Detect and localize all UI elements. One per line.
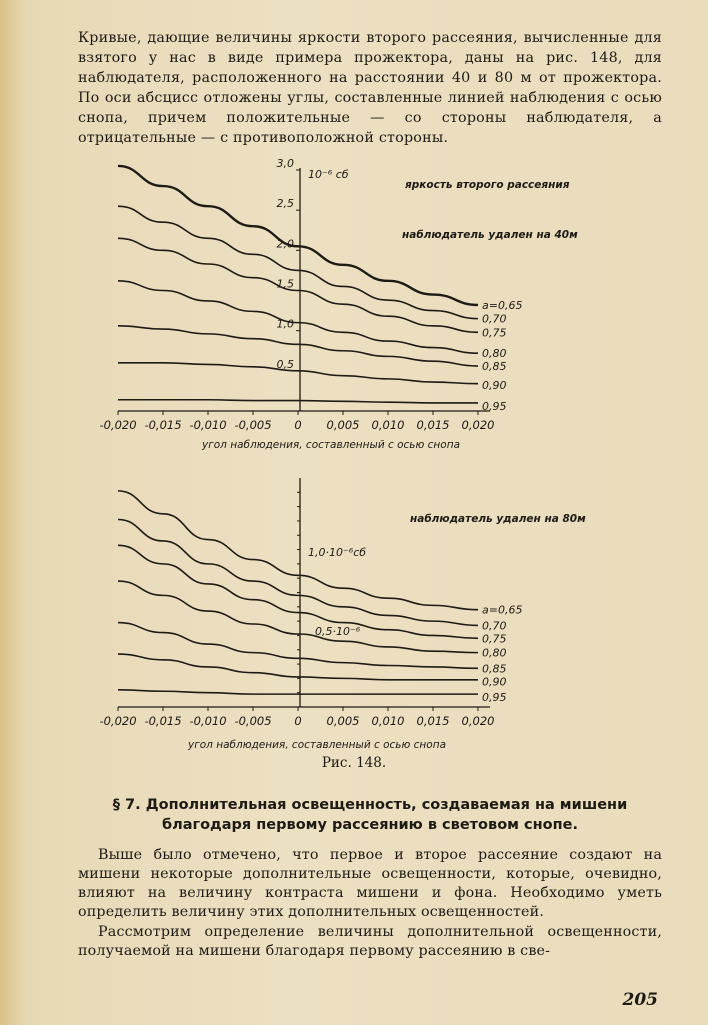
curve-series-7 bbox=[118, 690, 478, 694]
y-tick-label: 2,0 bbox=[276, 237, 294, 251]
series-label: 0,95 bbox=[482, 399, 507, 413]
curve-series-5 bbox=[118, 623, 478, 669]
x-tick-label: -0,020 bbox=[99, 714, 137, 728]
series-label: 0,85 bbox=[482, 360, 507, 374]
x-tick-label: -0,005 bbox=[234, 418, 272, 432]
series-label: 0,75 bbox=[482, 326, 507, 340]
series-label: 0,80 bbox=[482, 347, 507, 361]
chart-subtitle: наблюдатель удален на 80м bbox=[410, 513, 586, 525]
y-axis-unit-label: 10⁻⁶ сб bbox=[308, 168, 349, 181]
series-label: 0,90 bbox=[482, 675, 507, 689]
chart-observer-80m bbox=[99, 478, 586, 751]
x-tick-label: -0,015 bbox=[144, 714, 182, 728]
body-paragraph-1: Выше было отмечено, что первое и второе рассеяние создают на мишени некоторые дополнительные освещенности, которые, очевидно, влияют на величину контраста мишени и фона. Необходимо уметь определить величину этих дополнительных освещенностей. bbox=[78, 847, 662, 920]
curve-series-3 bbox=[118, 238, 478, 332]
figure-caption: Рис. 148. bbox=[321, 755, 387, 771]
chart-title: яркость второго рассеяния bbox=[405, 179, 570, 191]
chart-observer-40m bbox=[99, 157, 578, 451]
series-label: 0,75 bbox=[482, 632, 507, 646]
x-tick-label: 0,010 bbox=[371, 418, 405, 432]
curve-series-5 bbox=[118, 326, 478, 366]
intro-paragraph: Кривые, дающие величины яркости второго рассеяния, вычисленные для взятого у нас в виде примера прожектора, даны на рис. 148, для наблюдателя, расположенного на расстоянии 40 и 80 м от прожектора. По оси абсцисс отложены углы, составленные линией наблюдения с осью снопа, причем положительные — со стороны наблюдателя, а отрицательные — с противоположной стороны. bbox=[78, 30, 662, 146]
curve-series-3 bbox=[118, 545, 478, 638]
x-tick-label: -0,010 bbox=[189, 418, 227, 432]
x-axis-label: угол наблюдения, составленный с осью снопа bbox=[202, 439, 461, 451]
series-label: 0,70 bbox=[482, 312, 507, 326]
page-number: 205 bbox=[622, 990, 658, 1010]
series-label: a=0,65 bbox=[482, 298, 523, 312]
y-tick-label: 1,5 bbox=[276, 277, 294, 291]
x-tick-label: -0,015 bbox=[144, 418, 182, 432]
x-tick-label: 0,010 bbox=[371, 714, 405, 728]
curve-series-4 bbox=[118, 281, 478, 353]
curve-series-7 bbox=[118, 400, 478, 403]
y-annotation-2: 0,5·10⁻⁶ bbox=[315, 625, 361, 638]
x-tick-label: 0,005 bbox=[326, 714, 360, 728]
curve-series-1 bbox=[118, 491, 478, 610]
x-tick-label: 0,020 bbox=[461, 714, 495, 728]
x-tick-label: -0,010 bbox=[189, 714, 227, 728]
series-label: 0,80 bbox=[482, 646, 507, 660]
y-tick-label: 2,5 bbox=[276, 197, 294, 211]
x-tick-label: -0,020 bbox=[99, 418, 137, 432]
section-heading: § 7. Дополнительная освещенность, создаваемая на мишени благодаря первому рассеянию в световом снопе. bbox=[112, 797, 628, 833]
curve-series-4 bbox=[118, 581, 478, 653]
x-tick-label: 0 bbox=[294, 418, 302, 432]
curve-series-2 bbox=[118, 206, 478, 318]
x-tick-label: 0,015 bbox=[416, 714, 450, 728]
x-axis-label: угол наблюдения, составленный с осью снопа bbox=[188, 739, 447, 751]
x-tick-label: -0,005 bbox=[234, 714, 272, 728]
chart-subtitle: наблюдатель удален на 40м bbox=[402, 229, 578, 241]
x-tick-label: 0,020 bbox=[461, 418, 495, 432]
series-label: 0,70 bbox=[482, 619, 507, 633]
curve-series-6 bbox=[118, 363, 478, 384]
x-tick-label: 0 bbox=[294, 714, 302, 728]
x-tick-label: 0,005 bbox=[326, 418, 360, 432]
y-tick-label: 0,5 bbox=[276, 357, 294, 371]
series-label: 0,90 bbox=[482, 379, 507, 393]
y-tick-label: 3,0 bbox=[276, 157, 294, 170]
y-annotation-1: 1,0·10⁻⁶сб bbox=[308, 546, 367, 559]
series-label: 0,95 bbox=[482, 691, 507, 705]
x-tick-label: 0,015 bbox=[416, 418, 450, 432]
series-label: a=0,65 bbox=[482, 603, 523, 617]
series-label: 0,85 bbox=[482, 662, 507, 676]
y-tick-label: 1,0 bbox=[276, 317, 294, 331]
body-paragraph-2: Рассмотрим определение величины дополнительной освещенности, получаемой на мишени благодаря первому рассеянию в све- bbox=[78, 924, 662, 959]
